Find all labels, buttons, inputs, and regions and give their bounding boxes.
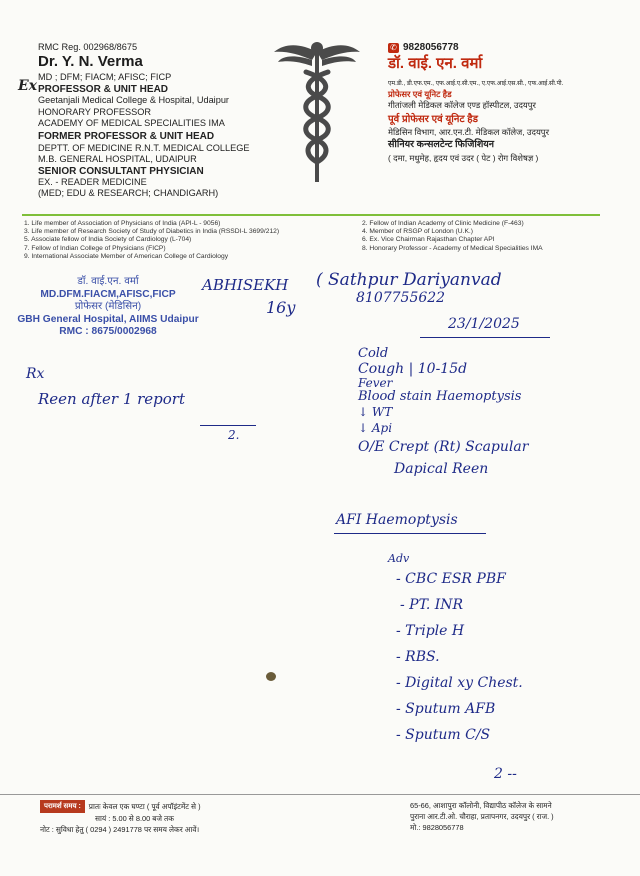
spec-hindi: ( दमा, मधुमेह, हृदय एवं उदर ( पेट ) रोग विशेषज्ञ ) — [388, 153, 539, 164]
title-former: FORMER PROFESSOR & UNIT HEAD — [38, 131, 215, 143]
footer-divider — [0, 794, 640, 795]
cred-item: 7. Fellow of Indian College of Physicians (FICP) — [24, 244, 166, 252]
degrees: MD ; DFM; FIACM; AFISC; FICP — [38, 72, 172, 83]
cred-item: 2. Fellow of Indian Academy of Clinic Medicine (F-463) — [362, 220, 524, 227]
advice-item: - Sputum C/S — [396, 727, 491, 743]
dept: DEPTT. OF MEDICINE R.N.T. MEDICAL COLLEGE — [38, 142, 250, 153]
stamp-line: डॉ. वाई.एन. वर्मा — [77, 276, 139, 287]
left-note-underline — [200, 425, 256, 426]
academy: ACADEMY OF MEDICAL SPECIALITIES IMA — [38, 118, 225, 129]
doctor-signature: 2 -- — [494, 766, 517, 782]
hospital: M.B. GENERAL HOSPITAL, UDAIPUR — [38, 154, 197, 165]
cred-item: 1. Life member of Association of Physicians of India (API-L - 9056) — [24, 220, 221, 227]
title2-hindi: पूर्व प्रोफेसर एवं यूनिट हैड — [388, 114, 478, 126]
complaint-line: Cold — [358, 346, 389, 361]
stamp-line: GBH General Hospital, AIIMS Udaipur — [17, 313, 199, 325]
stamp-line: RMC : 8675/0002968 — [59, 326, 157, 338]
complaint-line: Cough | 10-15d — [358, 361, 468, 377]
header-divider — [22, 214, 600, 216]
title1-hindi: प्रोफेसर एवं यूनिट हैड — [388, 89, 452, 100]
ex-prefix: Ex — [18, 77, 38, 94]
footer-right — [410, 800, 554, 834]
stamp-line: MD.DFM.FIACM,AFISC,FICP — [40, 288, 176, 300]
left-note: Reen after 1 report — [38, 390, 186, 408]
date-underline — [420, 337, 550, 338]
title3-hindi: सीनियर कन्सलटेन्ट फिजिशियन — [388, 139, 495, 151]
cred-item: 8. Honorary Professor - Academy of Medical Specialities IMA — [362, 244, 543, 252]
advice-item: - Triple H — [396, 623, 465, 639]
footer-note: नोट : सुविधा हेतु ( 0294 ) 2491778 पर समय लेकर आवें। — [40, 825, 200, 835]
advice-label: Adv — [388, 552, 410, 565]
patient-phone: 8107755622 — [356, 290, 446, 306]
left-sign: 2. — [228, 428, 240, 442]
complaint-line: O/E Crept (Rt) Scapular — [358, 439, 529, 455]
diagnosis: AFI Haemoptysis — [336, 512, 458, 528]
title-professor-text: PROFESSOR & UNIT HEAD — [38, 83, 169, 95]
complaints-block — [358, 346, 528, 480]
footer-left — [40, 800, 201, 835]
phone-number: 9828056778 — [403, 42, 459, 53]
degrees-hindi: एम.डी., डी.एफ.एम., एफ.आई.ए.सी.एम., ए.एफ.आई.एस.सी., एफ.आई.सी.पी. — [388, 80, 564, 88]
complaint-line: ↓ WT — [358, 405, 393, 419]
patient-address: ( Sathpur Dariyanvad — [316, 270, 502, 290]
advice-list — [396, 566, 523, 748]
diagnosis-underline — [334, 533, 486, 534]
ink-blot — [266, 672, 276, 681]
rx-symbol: Rx — [26, 366, 45, 382]
title-consultant: SENIOR CONSULTANT PHYSICIAN — [38, 165, 204, 177]
advice-item: - Sputum AFB — [396, 701, 496, 717]
advice-item: - Digital xy Chest. — [396, 675, 523, 691]
advice-item: - RBS. — [396, 649, 440, 665]
cred-item: 5. Associate fellow of India Society of Cardiology (L-704) — [24, 236, 192, 244]
header-right — [388, 42, 563, 164]
footer-time-row — [40, 800, 201, 813]
stamp-line: प्रोफेसर (मेडिसिन) — [74, 301, 142, 313]
college-hindi: गीतांजली मेडिकल कॉलेज एण्ड हॉस्पीटल, उदयपुर — [388, 100, 536, 111]
credentials-left — [24, 220, 279, 261]
dept-hindi: मेडिसिन विभाग, आर.एन.टी. मेडिकल कॉलेज, उदयपुर — [388, 127, 549, 138]
header-left — [18, 42, 250, 200]
med-edu: (MED; EDU & RESEARCH; CHANDIGARH) — [38, 188, 219, 199]
cred-item: 6. Ex. Vice Chairman Rajasthan Chapter API — [362, 236, 495, 244]
footer-addr1: 65-66, आशापुरा कॉलोनी, विद्यापीठ कॉलेज के सामने — [410, 801, 552, 810]
visit-date: 23/1/2025 — [448, 316, 520, 332]
college-1: Geetanjali Medical College & Hospital, Udaipur — [38, 95, 229, 106]
footer-addr2: पुराना आर.टी.ओ. चौराहा, प्रतापनगर, उदयपुर ( राज. ) — [410, 812, 554, 822]
doctor-name: Dr. Y. N. Verma — [38, 53, 143, 71]
consult-time-badge: परामर्श समय : — [40, 800, 85, 813]
complaint-line: Fever — [358, 376, 393, 390]
caduceus-logo-icon — [272, 38, 362, 188]
phone-row — [388, 42, 563, 53]
footer-time1: प्रातः केवल एक घण्टा ( पूर्व अपॉइंटमेंट से ) — [88, 801, 201, 811]
credentials-right — [362, 220, 543, 253]
cred-item: 3. Life member of Research Society of Study of Diabetics in India (RSSDI-L 3699/212) — [24, 228, 280, 236]
complaint-line: Blood stain Haemoptysis — [358, 389, 522, 404]
footer-mobile: मो.: 9828056778 — [410, 823, 464, 833]
advice-item: - PT. INR — [400, 597, 464, 613]
complaint-line: ↓ Api — [358, 421, 393, 435]
name-hindi: डॉ. वाई. एन. वर्मा — [388, 55, 483, 73]
advice-item: - CBC ESR PBF — [396, 571, 506, 587]
patient-name: ABHISEKH — [202, 276, 289, 294]
phone-icon: ✆ — [388, 43, 399, 53]
cred-item: 9. International Associate Member of American College of Cardiology — [24, 252, 229, 260]
reader: EX. - READER MEDICINE — [38, 177, 147, 188]
doctor-stamp — [12, 276, 204, 339]
cred-item: 4. Member of RSGP of London (U.K.) — [362, 228, 474, 236]
patient-age: 16y — [266, 298, 296, 317]
rmc-reg: RMC Reg. 002968/8675 — [38, 42, 138, 52]
footer-time2: सायं : 5.00 से 8.00 बजे तक — [95, 814, 174, 823]
honorary: HONORARY PROFESSOR — [38, 106, 151, 117]
complaint-line: Dapical Reen — [394, 461, 489, 477]
